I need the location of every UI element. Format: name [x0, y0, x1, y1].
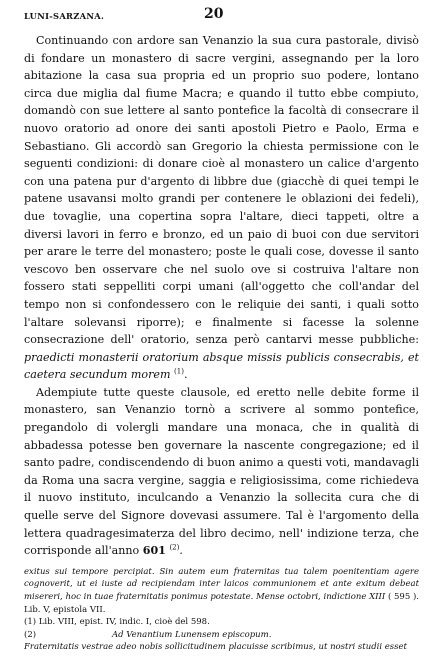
- footnote-ref-2: (2): [169, 543, 180, 552]
- paragraph-1-end: .: [183, 368, 188, 382]
- footnote-2-text: Fraternitatis vestrae adeo nobis sollicitudinem placuisse scribimus, ut nostri studii esset: [24, 642, 407, 653]
- footnotes: [24, 566, 419, 654]
- year: 601: [142, 544, 166, 558]
- footnote-ref-1: (1): [174, 367, 184, 376]
- latin-quote: praedicti monasterii oratorium absque missis publicis consecrabis, et caetera secundum morem: [24, 350, 419, 382]
- paragraph-2: [24, 384, 419, 560]
- footnote-2-marker: (2): [24, 629, 37, 640]
- paragraph-1: [24, 32, 419, 384]
- footnote-continuation: [24, 566, 419, 616]
- footnote-continuation-latin: exitus sui tempore percipiat. Sin autem eum fraternitas tua talem poenitentiam agere cognoverit, ut ei iuste ad recipiendam inter laicos communionem et ante exitum debeat misereri, hoc in tuae fraternitatis ponimus potestate. Mense octobri, indictione XIII: [24, 566, 419, 602]
- paragraph-1-text: Continuando con ardore san Venanzio la sua cura pastorale, divisò di fondare un monastero di sacre vergini, assegnando per la loro abitazione la casa sua propria ed un proprio suo podere, lontano circa due miglia dal fiume Macra; e quando il tutto ebbe compiuto, domandò con sue lettere al santo pontefice la facoltà di consecrare il nuovo oratorio ad onore dei santi apostoli Pietro e Paolo, Erma e Sebastiano. Gli accordò san Gregorio la chiesta permissione con le seguenti condizioni: di donare cioè al monastero un calice d'argento con una patena pur d'argento di libbre due (giacchè di quei tempi le patene usavansi molto grandi per contenere le oblazioni dei fedeli), due tovaglie, una copertina sopra l'altare, dieci tappeti, oltre a diversi lavori in ferro e bronzo, ed un paio di buoi con due servitori per arare le terre del monastero; poste le quali cose, dovesse il santo vescovo ben osservare che nel suolo ove si costruiva l'altare non fossero stati seppelliti corpi umani (all'oggetto che coll'andar del tempo non si confondessero con le reliquie dei santi, i quali sotto l'altare solevansi riporre); e finalmente si facesse la solenne consecrazione dell' oratorio, senza però cantarvi messe pubbliche:: [24, 34, 419, 347]
- page-number: 20: [204, 6, 224, 22]
- paragraph-2-end: .: [179, 544, 183, 558]
- main-text: [24, 32, 419, 560]
- running-head: [24, 4, 419, 26]
- footnote-1: (1) Lib. VIII, epist. IV, indic. I, cioè del 598.: [24, 617, 210, 628]
- footnote-2-heading-line: [24, 629, 419, 642]
- paragraph-2-text: Adempiute tutte queste clausole, ed eretto nelle debite forme il monastero, san Venanzio tornò a scrivere al sommo pontefice, pregandolo di volergli mandare una monaca, che in qualità di abbadessa potesse ben governare la nascente congregazione; ed il santo padre, condiscendendo di buon animo a questi voti, mandavagli da Roma una sacra vergine, saggia e religiosissima, come richiedeva il nuovo instituto, inculcando a Venanzio la sollecita cura che di quelle serve del Signore dovevasi assumere. Tal è l'argomento della lettera quadragesimaterza del libro decimo, nell' indizione terza, che corrisponde all'anno: [24, 385, 419, 558]
- footnote-continuation-tail: ( 595 ). Lib. V, epistola VII.: [24, 592, 420, 615]
- footnote-2-heading: Ad Venantium Lunensem episcopum.: [112, 629, 272, 640]
- running-title: LUNI-SARZANA.: [24, 11, 105, 21]
